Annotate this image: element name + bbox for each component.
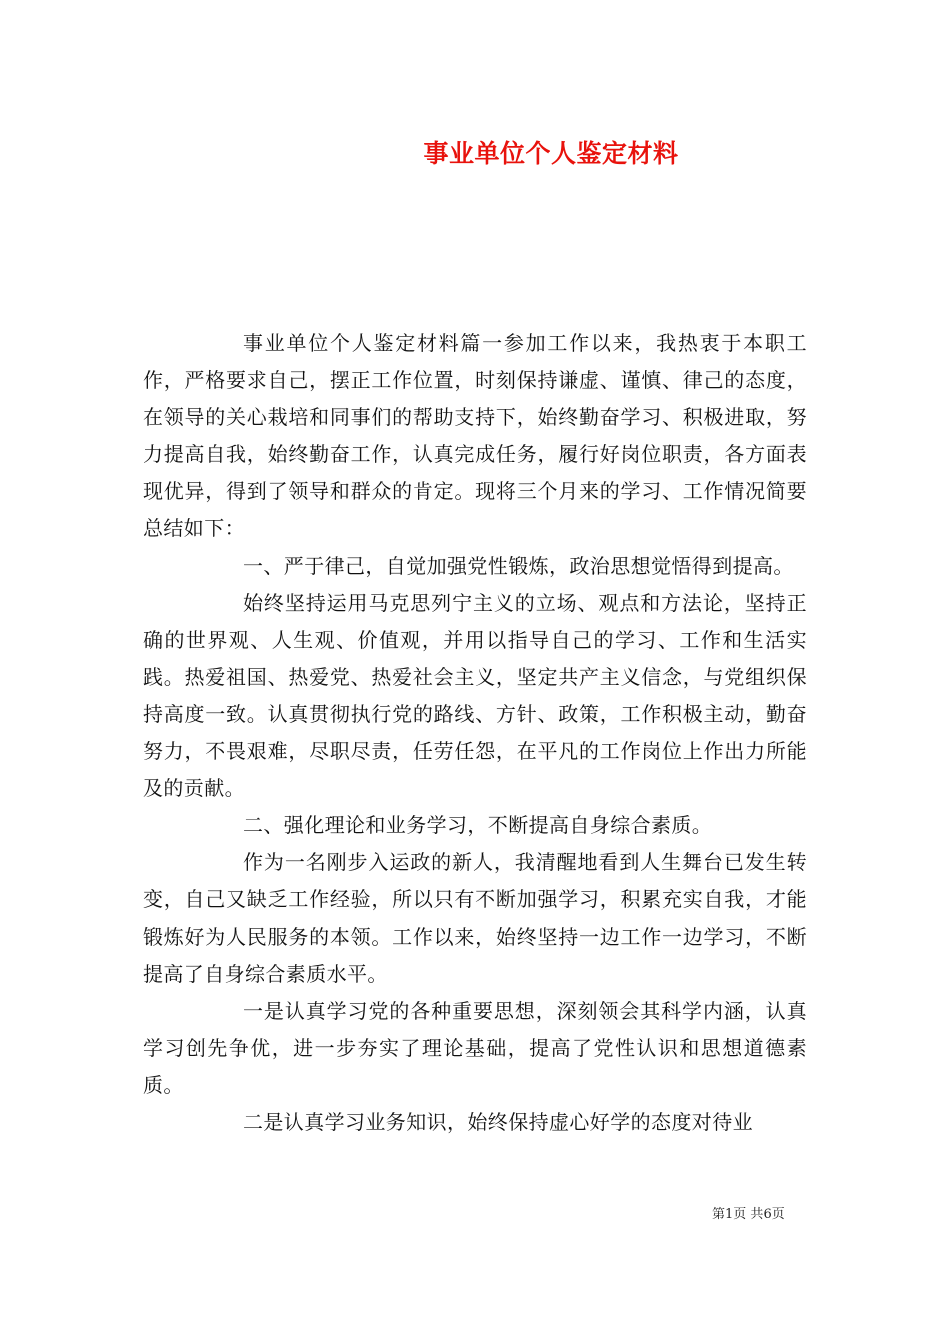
paragraph-section-2-body: 作为一名刚步入运政的新人，我清醒地看到人生舞台已发生转变，自己又缺乏工作经验，所以只有不断加强学习，积累充实自我，才能锻炼好为人民服务的本领。工作以来，始终坚持一边工作一边学习，不断提高了自身综合素质水平。 [143, 850, 807, 986]
page-footer [712, 1203, 785, 1222]
paragraph-section-1-heading: 一、严于律己，自觉加强党性锻炼，政治思想觉悟得到提高。 [243, 553, 794, 578]
document-title: 事业单位个人鉴定材料 [423, 139, 679, 168]
footer-prefix: 第 [712, 1207, 726, 1222]
document-body [143, 325, 807, 1141]
paragraph-intro: 事业单位个人鉴定材料篇一参加工作以来，我热衷于本职工作，严格要求自己，摆正工作位置，时刻保持谦虚、谨慎、律己的态度，在领导的关心栽培和同事们的帮助支持下，始终勤奋学习、积极进取，努力提高自我，始终勤奋工作，认真完成任务，履行好岗位职责，各方面表现优异，得到了领导和群众的肯定。现将三个月来的学习、工作情况简要总结如下： [143, 331, 807, 541]
paragraph-point-1: 一是认真学习党的各种重要思想，深刻领会其科学内涵，认真学习创先争优，进一步夯实了理论基础，提高了党性认识和思想道德素质。 [143, 998, 807, 1097]
footer-current-page: 1 [725, 1207, 734, 1222]
footer-total-pages: 6 [763, 1207, 772, 1222]
paragraph-section-1-body: 始终坚持运用马克思列宁主义的立场、观点和方法论，坚持正确的世界观、人生观、价值观，并用以指导自己的学习、工作和生活实践。热爱祖国、热爱党、热爱社会主义，坚定共产主义信念，与党组织保持高度一致。认真贯彻执行党的路线、方针、政策，工作积极主动，勤奋努力，不畏艰难，尽职尽责，任劳任怨，在平凡的工作岗位上作出力所能及的贡献。 [143, 590, 807, 801]
footer-suffix: 页 [771, 1207, 785, 1222]
paragraph-point-2: 二是认真学习业务知识，始终保持虚心好学的态度对待业 [243, 1109, 753, 1134]
paragraph-section-2-heading: 二、强化理论和业务学习，不断提高自身综合素质。 [243, 813, 713, 838]
footer-middle: 页 共 [733, 1207, 764, 1222]
